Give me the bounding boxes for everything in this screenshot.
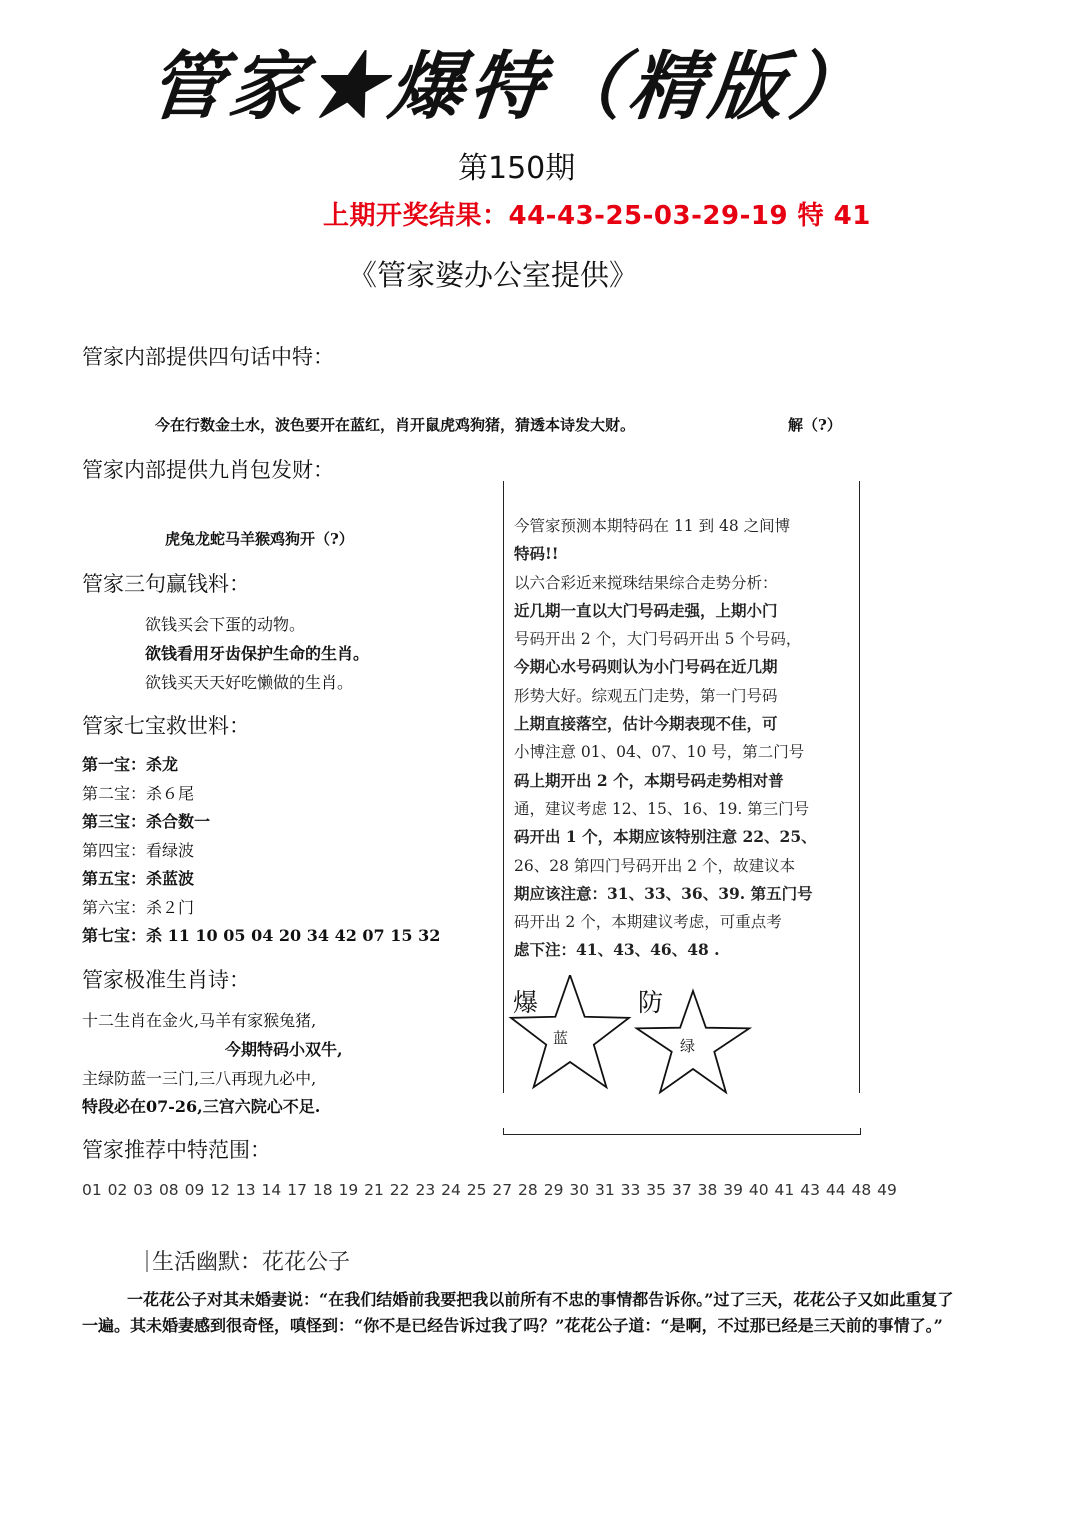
treasure-item: 第四宝：看绿波 [82,840,195,860]
treasure-item: 第二宝：杀６尾 [82,783,195,803]
range-heading: 管家推荐中特范围： [82,1138,271,1162]
poem-line: 十二生肖在金火,马羊有家猴兔猪, [82,1011,317,1030]
treasure-item: 第五宝：杀蓝波 [82,869,195,888]
stars-graphic [505,975,765,1095]
analysis-line: 特码!! [514,544,559,564]
analysis-line: 形势大好。综观五门走势，第一门号码 [514,686,778,705]
nine-zodiac-heading: 管家内部提供九肖包发财： [82,458,334,482]
four-lines-text: 今在行数金土水，波色要开在蓝红，肖开鼠虎鸡狗猪，猜透本诗发大财。 [155,416,636,434]
poem-line: 主绿防蓝一三门,三八再现九必中, [82,1069,317,1088]
analysis-line: 码开出 2 个，本期建议考虑，可重点考 [514,913,782,932]
analysis-line: 通，建议考虑 12、15、16、19. 第三门号 [514,799,810,818]
analysis-text [514,512,850,965]
seven-treasures-list [82,751,440,951]
three-lines-line: 欲钱看用牙齿保护生命的生肖。 [145,644,370,663]
page-title: 管家★爆特（精版） [144,44,874,130]
poem-line: 特段必在07-26,三宫六院心不足. [82,1097,321,1116]
three-lines-line: 欲钱买会下蛋的动物。 [145,615,306,634]
four-lines-answer: 解（?） [788,416,842,434]
analysis-line: 号码开出 2 个，大门号码开出 5 个号码， [514,630,802,649]
seven-treasures-heading: 管家七宝救世料： [82,714,250,738]
humor-marker [146,1250,148,1272]
treasure-item: 第三宝：杀合数一 [82,812,211,831]
analysis-line: 上期直接落空，估计今期表现不佳，可 [514,714,778,734]
analysis-line: 小博注意 01、04、07、10 号，第二门号 [514,743,805,762]
poem-heading: 管家极准生肖诗： [82,968,250,992]
analysis-line: 26、28 第四门号码开出 2 个，故建议本 [514,856,796,875]
analysis-box-bottom [503,1128,861,1135]
provider-line: 《管家婆办公室提供》 [348,258,639,292]
bao-label: 爆 [513,988,539,1017]
analysis-line: 今期心水号码则认为小门号码在近几期 [514,657,778,677]
issue-number: 第150期 [458,151,576,186]
treasure-item: 第六宝：杀２门 [82,897,195,917]
humor-title: 生活幽默：花花公子 [152,1250,351,1275]
star-green-label: 绿 [680,1037,696,1055]
treasure-item: 第七宝：杀 11 10 05 04 20 34 42 07 15 32 [82,926,441,945]
poem-line: 今期特码小双牛, [225,1040,343,1059]
nine-zodiac-text: 虎兔龙蛇马羊猴鸡狗开（?） [165,530,354,548]
humor-text: 一花花公子对其未婚妻说：“在我们结婚前我要把我以前所有不忠的事情都告诉你。”过了三天，花花公子又如此重复了一遍。其未婚妻感到很奇怪，嗔怪到：“你不是已经告诉过我了吗？”花花公子道：“是啊，不过那已经是三天前的事情了。” [82,1290,954,1335]
three-lines-line: 欲钱买天天好吃懒做的生肖。 [145,673,354,692]
analysis-line: 以六合彩近来搅珠结果综合走势分析： [514,573,778,592]
star-icon [511,975,629,1087]
analysis-line: 码开出 1 个，本期应该特别注意 22、25、 [514,827,817,847]
three-lines-heading: 管家三句赢钱料： [82,572,250,596]
analysis-line: 虑下注：41、43、46、48 . [514,940,720,960]
analysis-line: 码上期开出 2 个，本期号码走势相对普 [514,770,784,790]
range-numbers: 01 02 03 08 09 12 13 14 17 18 19 21 22 23 24 25 27 28 29 30 31 33 35 37 38 39 40 41 43 44 48 49 [82,1181,897,1199]
fang-label: 防 [638,988,664,1017]
analysis-line: 近几期一直以大门号码走强，上期小门 [514,600,778,620]
star-blue-label: 蓝 [553,1029,569,1047]
analysis-line: 期应该注意：31、33、36、39. 第五门号 [514,883,813,903]
last-draw-result: 上期开奖结果：44-43-25-03-29-19 特 41 [323,201,871,231]
treasure-item: 第一宝：杀龙 [82,755,179,774]
four-lines-heading: 管家内部提供四句话中特： [82,345,334,369]
analysis-line: 今管家预测本期特码在 11 到 48 之间博 [514,517,791,535]
